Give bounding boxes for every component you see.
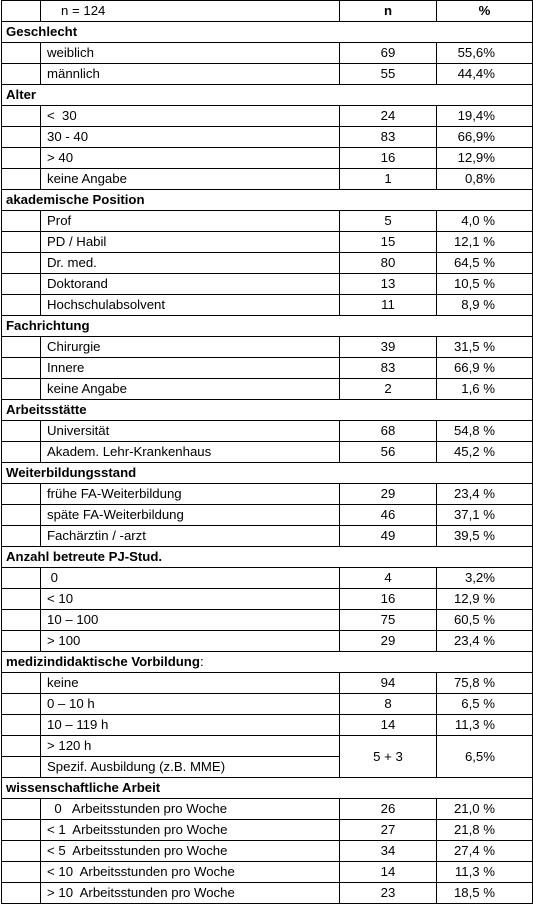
- demographics-table: [1, 0, 533, 904]
- row-count: 15: [340, 232, 437, 253]
- indent-cell: [2, 442, 41, 463]
- section-title-suffix: :: [199, 654, 204, 669]
- section-title: [2, 652, 533, 673]
- row-label: 10 – 119 h: [41, 715, 340, 736]
- table-row: [2, 736, 533, 757]
- row-count: 83: [340, 127, 437, 148]
- row-count: 23: [340, 883, 437, 904]
- table-row: [2, 568, 533, 589]
- table-row: [2, 442, 533, 463]
- row-percent: 21,8 %: [437, 820, 533, 841]
- indent-cell: [2, 169, 41, 190]
- indent-cell: [2, 274, 41, 295]
- indent-cell: [2, 736, 41, 757]
- section-title: [2, 22, 533, 43]
- row-percent: 39,5 %: [437, 526, 533, 547]
- row-count: 11: [340, 295, 437, 316]
- indent-cell: [2, 673, 41, 694]
- section-title: [2, 463, 533, 484]
- section-header-row: [2, 22, 533, 43]
- indent-cell: [2, 883, 41, 904]
- row-percent: 18,5 %: [437, 883, 533, 904]
- row-percent: 12,9%: [437, 148, 533, 169]
- row-count: 69: [340, 43, 437, 64]
- row-count: 80: [340, 253, 437, 274]
- row-count: 14: [340, 862, 437, 883]
- row-label: weiblich: [41, 43, 340, 64]
- indent-cell: [2, 106, 41, 127]
- row-percent: 64,5 %: [437, 253, 533, 274]
- row-label: Fachärztin / -arzt: [41, 526, 340, 547]
- row-label: > 10 Arbeitsstunden pro Woche: [41, 883, 340, 904]
- table-row: [2, 211, 533, 232]
- row-label: späte FA-Weiterbildung: [41, 505, 340, 526]
- indent-cell: [2, 610, 41, 631]
- indent-cell: [2, 568, 41, 589]
- row-percent: 75,8 %: [437, 673, 533, 694]
- row-percent: 8,9 %: [437, 295, 533, 316]
- table-row: [2, 862, 533, 883]
- row-label: > 100: [41, 631, 340, 652]
- section-title: [2, 190, 533, 211]
- row-label: Chirurgie: [41, 337, 340, 358]
- row-label: Dr. med.: [41, 253, 340, 274]
- row-count: 16: [340, 148, 437, 169]
- row-percent: 21,0 %: [437, 799, 533, 820]
- section-title-text: medizindidaktische Vorbildung: [6, 654, 200, 669]
- section-title-text: wissenschaftliche Arbeit: [6, 780, 161, 795]
- row-percent: 0,8%: [437, 169, 533, 190]
- row-count: 39: [340, 337, 437, 358]
- row-label: keine: [41, 673, 340, 694]
- table-row: [2, 610, 533, 631]
- indent-cell: [2, 253, 41, 274]
- row-count: 5 + 3: [340, 736, 437, 778]
- indent-cell: [2, 841, 41, 862]
- row-label: keine Angabe: [41, 379, 340, 400]
- indent-cell: [2, 295, 41, 316]
- section-title: [2, 400, 533, 421]
- section-title-text: Geschlecht: [6, 24, 78, 39]
- row-count: 5: [340, 211, 437, 232]
- row-percent: 10,5 %: [437, 274, 533, 295]
- section-title: [2, 778, 533, 799]
- row-percent: 12,1 %: [437, 232, 533, 253]
- indent-cell: [2, 148, 41, 169]
- row-percent: 54,8 %: [437, 421, 533, 442]
- section-title-text: Fachrichtung: [6, 318, 90, 333]
- row-count: 83: [340, 358, 437, 379]
- table-row: [2, 631, 533, 652]
- row-percent: 27,4 %: [437, 841, 533, 862]
- table-row: [2, 64, 533, 85]
- row-percent: 11,3 %: [437, 862, 533, 883]
- row-count: 4: [340, 568, 437, 589]
- section-header-row: [2, 652, 533, 673]
- section-title: [2, 316, 533, 337]
- row-label: Doktorand: [41, 274, 340, 295]
- section-header-row: [2, 190, 533, 211]
- indent-cell: [2, 358, 41, 379]
- header-spacer-cell: [2, 1, 41, 22]
- row-label: < 10: [41, 589, 340, 610]
- table-row: [2, 715, 533, 736]
- row-percent: 55,6%: [437, 43, 533, 64]
- section-header-row: [2, 400, 533, 421]
- table-row: [2, 274, 533, 295]
- table-row: [2, 484, 533, 505]
- section-title: [2, 85, 533, 106]
- row-count: 49: [340, 526, 437, 547]
- row-percent: 44,4%: [437, 64, 533, 85]
- table-row: [2, 820, 533, 841]
- section-title-text: akademische Position: [6, 192, 145, 207]
- indent-cell: [2, 127, 41, 148]
- indent-cell: [2, 505, 41, 526]
- indent-cell: [2, 862, 41, 883]
- table-row: [2, 106, 533, 127]
- row-label: 0 Arbeitsstunden pro Woche: [41, 799, 340, 820]
- row-label: < 10 Arbeitsstunden pro Woche: [41, 862, 340, 883]
- row-count: 68: [340, 421, 437, 442]
- row-count: 26: [340, 799, 437, 820]
- row-label: Innere: [41, 358, 340, 379]
- section-header-row: [2, 85, 533, 106]
- row-label: < 1 Arbeitsstunden pro Woche: [41, 820, 340, 841]
- sample-size-label: n = 124: [41, 1, 340, 22]
- table-row: [2, 379, 533, 400]
- row-label: Hochschulabsolvent: [41, 295, 340, 316]
- section-header-row: [2, 547, 533, 568]
- row-percent: 1,6 %: [437, 379, 533, 400]
- table-row: [2, 358, 533, 379]
- indent-cell: [2, 757, 41, 778]
- row-percent: 4,0 %: [437, 211, 533, 232]
- row-percent: 37,1 %: [437, 505, 533, 526]
- section-header-row: [2, 463, 533, 484]
- indent-cell: [2, 232, 41, 253]
- indent-cell: [2, 715, 41, 736]
- row-percent: 31,5 %: [437, 337, 533, 358]
- table-body: [2, 1, 533, 904]
- indent-cell: [2, 799, 41, 820]
- section-title: [2, 547, 533, 568]
- row-count: 46: [340, 505, 437, 526]
- row-label: männlich: [41, 64, 340, 85]
- table-row: [2, 799, 533, 820]
- section-header-row: [2, 316, 533, 337]
- table-row: [2, 43, 533, 64]
- indent-cell: [2, 589, 41, 610]
- row-count: 2: [340, 379, 437, 400]
- section-title-text: Alter: [6, 87, 37, 102]
- table-row: [2, 253, 533, 274]
- percent-column-header: %: [437, 1, 533, 22]
- indent-cell: [2, 484, 41, 505]
- row-label: < 30: [41, 106, 340, 127]
- indent-cell: [2, 526, 41, 547]
- row-percent: 6,5 %: [437, 694, 533, 715]
- row-label: PD / Habil: [41, 232, 340, 253]
- indent-cell: [2, 379, 41, 400]
- indent-cell: [2, 211, 41, 232]
- row-count: 34: [340, 841, 437, 862]
- section-header-row: [2, 778, 533, 799]
- row-percent: 66,9%: [437, 127, 533, 148]
- row-label: Spezif. Ausbildung (z.B. MME): [41, 757, 340, 778]
- row-percent: 11,3 %: [437, 715, 533, 736]
- table-row: [2, 526, 533, 547]
- table-row: [2, 673, 533, 694]
- row-count: 13: [340, 274, 437, 295]
- table-row: [2, 589, 533, 610]
- table-row: [2, 694, 533, 715]
- row-label: < 5 Arbeitsstunden pro Woche: [41, 841, 340, 862]
- row-percent: 23,4 %: [437, 484, 533, 505]
- row-percent: 6,5%: [437, 736, 533, 778]
- table-row: [2, 295, 533, 316]
- row-count: 16: [340, 589, 437, 610]
- table-row: [2, 883, 533, 904]
- row-count: 1: [340, 169, 437, 190]
- row-count: 27: [340, 820, 437, 841]
- row-count: 55: [340, 64, 437, 85]
- row-count: 56: [340, 442, 437, 463]
- table-row: [2, 841, 533, 862]
- section-title-text: Anzahl betreute PJ-Stud.: [6, 549, 163, 564]
- row-label: > 120 h: [41, 736, 340, 757]
- table-row: [2, 127, 533, 148]
- row-label: Prof: [41, 211, 340, 232]
- row-percent: 45,2 %: [437, 442, 533, 463]
- table-row: [2, 232, 533, 253]
- section-title-text: Weiterbildungsstand: [6, 465, 137, 480]
- row-label: keine Angabe: [41, 169, 340, 190]
- row-count: 75: [340, 610, 437, 631]
- row-count: 29: [340, 631, 437, 652]
- row-label: frühe FA-Weiterbildung: [41, 484, 340, 505]
- table-row: [2, 505, 533, 526]
- row-label: Universität: [41, 421, 340, 442]
- indent-cell: [2, 694, 41, 715]
- table-row: [2, 169, 533, 190]
- table-row: [2, 337, 533, 358]
- row-percent: 12,9 %: [437, 589, 533, 610]
- row-label: 30 - 40: [41, 127, 340, 148]
- row-count: 29: [340, 484, 437, 505]
- row-label: 0 – 10 h: [41, 694, 340, 715]
- indent-cell: [2, 43, 41, 64]
- row-percent: 23,4 %: [437, 631, 533, 652]
- row-label: 0: [41, 568, 340, 589]
- row-count: 8: [340, 694, 437, 715]
- row-label: > 40: [41, 148, 340, 169]
- row-label: 10 – 100: [41, 610, 340, 631]
- row-count: 14: [340, 715, 437, 736]
- table-row: [2, 148, 533, 169]
- row-percent: 60,5 %: [437, 610, 533, 631]
- indent-cell: [2, 337, 41, 358]
- table-row: [2, 421, 533, 442]
- header-row: [2, 1, 533, 22]
- indent-cell: [2, 631, 41, 652]
- indent-cell: [2, 421, 41, 442]
- row-label: Akadem. Lehr-Krankenhaus: [41, 442, 340, 463]
- row-count: 94: [340, 673, 437, 694]
- row-percent: 19,4%: [437, 106, 533, 127]
- indent-cell: [2, 820, 41, 841]
- indent-cell: [2, 64, 41, 85]
- row-percent: 66,9 %: [437, 358, 533, 379]
- n-column-header: n: [340, 1, 437, 22]
- row-percent: 3,2%: [437, 568, 533, 589]
- section-title-text: Arbeitsstätte: [6, 402, 87, 417]
- row-count: 24: [340, 106, 437, 127]
